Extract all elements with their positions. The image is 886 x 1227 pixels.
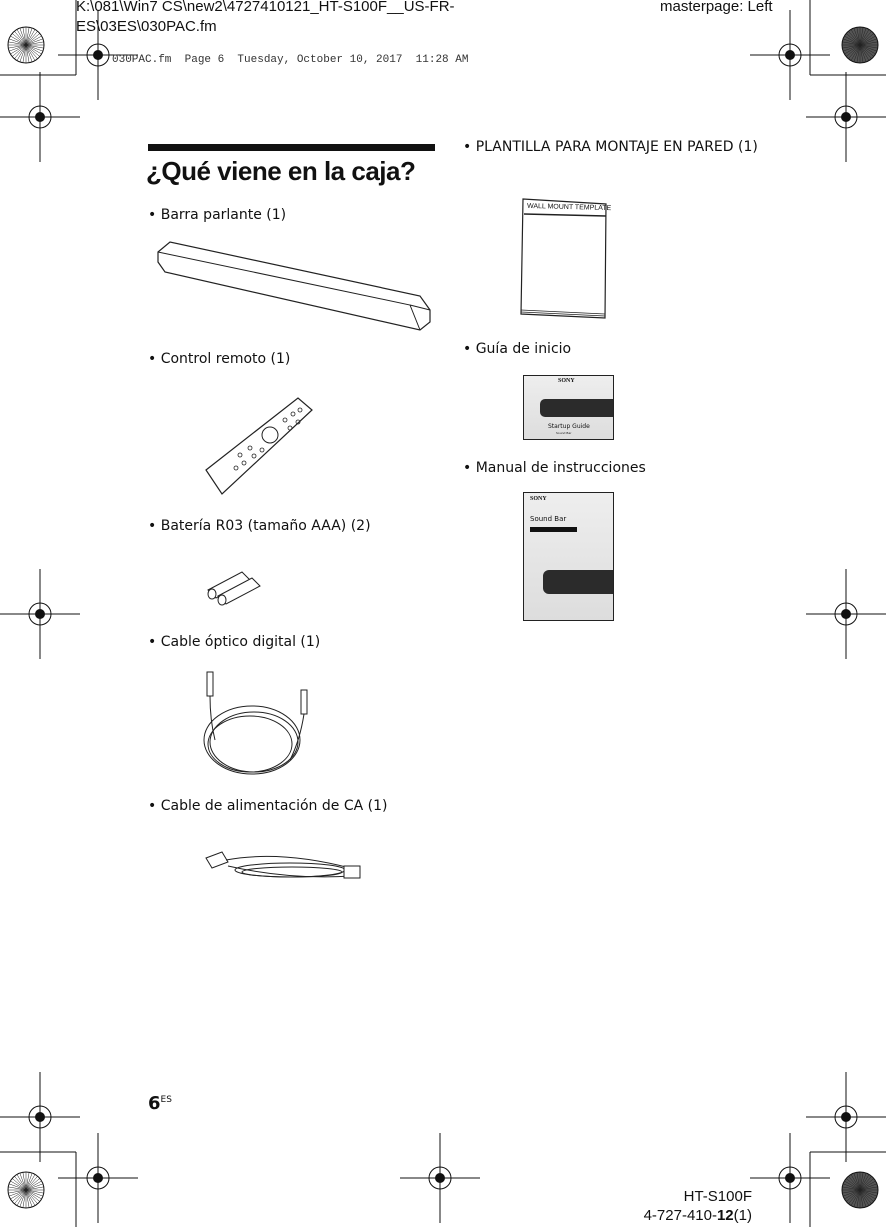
wall-template-label: WALL MOUNT TEMPLATE xyxy=(526,202,612,213)
list-item: • PLANTILLA PARA MONTAJE EN PARED (1) xyxy=(463,139,758,155)
sony-logo: SONY xyxy=(530,496,547,502)
list-item: • Control remoto (1) xyxy=(148,351,291,367)
sound-bar-image xyxy=(543,570,614,594)
sony-logo: SONY xyxy=(558,378,575,384)
startup-guide-illustration xyxy=(523,375,614,440)
part-number: 4-727-410-12(1) xyxy=(643,1207,752,1224)
model-number: HT-S100F xyxy=(683,1188,752,1205)
manual-title: Sound Bar xyxy=(530,515,567,523)
manual-title-bar xyxy=(530,527,577,532)
file-path-line2: ES\03ES\030PAC.fm xyxy=(76,18,217,35)
page-title: ¿Qué viene en la caja? xyxy=(146,156,416,186)
sound-bar-image xyxy=(540,399,614,417)
list-item: • Manual de instrucciones xyxy=(463,460,646,476)
list-item: • Cable óptico digital (1) xyxy=(148,634,321,650)
list-item: • Guía de inicio xyxy=(463,341,572,357)
startup-guide-subtitle: Sound Bar xyxy=(556,431,572,435)
print-stamp: 030PAC.fm Page 6 Tuesday, October 10, 2017 11:28 AM xyxy=(112,54,469,66)
masterpage-label: masterpage: Left xyxy=(660,0,773,15)
list-item: • Barra parlante (1) xyxy=(148,207,287,223)
list-item: • Cable de alimentación de CA (1) xyxy=(148,798,388,814)
manual-illustration xyxy=(523,492,614,621)
startup-guide-title: Startup Guide xyxy=(548,423,590,430)
list-item: • Batería R03 (tamaño AAA) (2) xyxy=(148,518,371,534)
page-number: $6^{ES}$ xyxy=(148,1093,172,1114)
file-path-line1: K:\081\Win7 CS\new2\4727410121_HT-S100F__US-FR- xyxy=(76,0,455,15)
